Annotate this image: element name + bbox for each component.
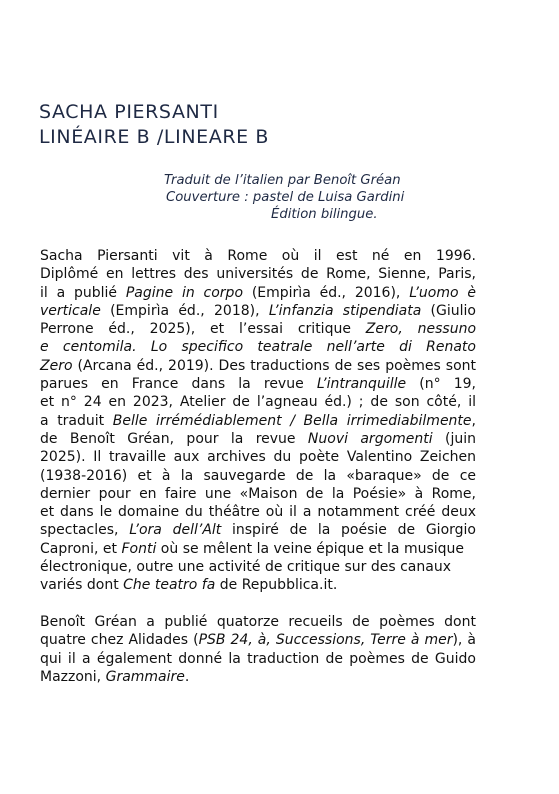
text-run: où se mêlent la veine épique et la musique <box>156 540 465 557</box>
text-run: qui il a également donné la traduction de poèmes de Guido <box>40 650 476 667</box>
italic-title: PSB 24, à, Successions, Terre à mer <box>198 632 453 649</box>
text-run: et n° 24 en 2023, Atelier de l’agneau éd.) ; de son côté, il <box>40 394 476 411</box>
text-line <box>40 320 476 338</box>
text-line <box>40 485 476 503</box>
text-run: Benoît Gréan a publié quatorze recueils de poèmes dont <box>40 613 476 630</box>
text-run: (n° 19, <box>406 376 476 393</box>
biography <box>40 247 476 686</box>
text-run: Diplômé en lettres des universités de Rome, Sienne, Paris, <box>40 266 476 283</box>
author-name: SACHA PIERSANTI <box>39 101 219 123</box>
italic-title: Zero, nessuno <box>365 321 477 338</box>
italic-title: Nuovi argomenti <box>307 430 433 447</box>
text-run: , <box>471 412 476 429</box>
text-line <box>40 576 476 594</box>
text-run: . <box>184 668 190 685</box>
text-run: de Repubblica.it. <box>215 577 338 594</box>
text-run: variés dont <box>40 577 124 594</box>
text-line <box>40 284 476 302</box>
text-line <box>40 503 476 521</box>
text-run: ), à <box>452 632 476 649</box>
text-run: parues en France dans la revue <box>40 376 317 393</box>
text-run: Perrone éd., 2025), et l’essai critique <box>40 321 366 338</box>
text-run: Sacha Piersanti vit à Rome où il est né en 1996. <box>40 248 476 264</box>
text-run: (Empirìa éd., 2018), <box>100 302 269 319</box>
text-run: il a publié <box>40 284 126 301</box>
italic-title: verticale <box>40 302 101 319</box>
author-biography <box>40 247 476 595</box>
text-line <box>40 247 476 265</box>
italic-title: Che teatro fa <box>123 577 216 594</box>
text-line <box>40 521 476 539</box>
text-run: 2025). Il travaille aux archives du poète Valentino Zeichen <box>40 449 476 466</box>
translation-credit: Traduit de l’italien par Benoît Gréan <box>164 173 401 188</box>
translator-biography <box>40 613 476 686</box>
text-line <box>40 375 476 393</box>
title-block <box>39 100 269 150</box>
text-line <box>40 393 476 411</box>
book-title: LINÉAIRE B /LINEARE B <box>39 126 270 148</box>
italic-title: L’intranquille <box>316 376 407 393</box>
text-line <box>40 540 476 558</box>
text-run: (Arcana éd., 2019). Des traductions de ses poèmes sont <box>72 357 476 374</box>
text-run: inspiré de la poésie de Giorgio <box>221 522 476 539</box>
text-run: et dans le domaine du théâtre où il a notamment créé deux <box>40 504 476 521</box>
paragraph-gap <box>40 595 476 613</box>
text-run: électronique, outre une activité de critique sur des canaux <box>40 559 451 576</box>
italic-title: L’infanzia stipendiata <box>268 302 422 319</box>
text-run: Caproni, et <box>40 540 122 557</box>
text-run: (1938-2016) et à la sauvegarde de la «baraque» de ce <box>40 467 476 484</box>
italic-title: Grammaire <box>105 668 185 685</box>
text-line <box>40 302 476 320</box>
text-run: de Benoît Gréan, pour la revue <box>40 430 308 447</box>
italic-title: Fonti <box>121 540 157 557</box>
text-run: a traduit <box>40 412 113 429</box>
credits <box>150 172 410 223</box>
text-run: (Empirìa éd., 2016), <box>243 284 410 301</box>
text-line <box>40 650 476 668</box>
italic-title: Belle irrémédiablement / Bella irrimediabilmente <box>112 412 472 429</box>
italic-title: Zero <box>40 357 73 374</box>
text-line <box>40 558 476 576</box>
text-run: dernier pour en faire une «Maison de la Poésie» à Rome, <box>40 485 476 502</box>
text-line <box>40 265 476 283</box>
text-run: (juin <box>432 430 477 447</box>
italic-title: e centomila. Lo specifico teatrale nell’arte di Renato <box>40 339 476 356</box>
edition-note: Édition bilingue. <box>271 207 378 222</box>
text-line <box>40 448 476 466</box>
text-line <box>40 631 476 649</box>
text-run: (Giulio <box>421 302 476 319</box>
text-line <box>40 357 476 375</box>
italic-title: L’uomo è <box>409 284 476 301</box>
cover-credit: Couverture : pastel de Luisa Gardini <box>166 190 405 205</box>
text-line <box>40 467 476 485</box>
text-run: Mazzoni, <box>40 668 106 685</box>
text-line <box>40 668 476 686</box>
text-run: spectacles, <box>40 522 130 539</box>
text-run: quatre chez Alidades ( <box>40 632 199 649</box>
text-line <box>40 338 476 356</box>
text-line <box>40 430 476 448</box>
text-line <box>40 412 476 430</box>
text-line <box>40 613 476 631</box>
italic-title: Pagine in corpo <box>125 284 244 301</box>
italic-title: L’ora dell’Alt <box>129 522 222 539</box>
